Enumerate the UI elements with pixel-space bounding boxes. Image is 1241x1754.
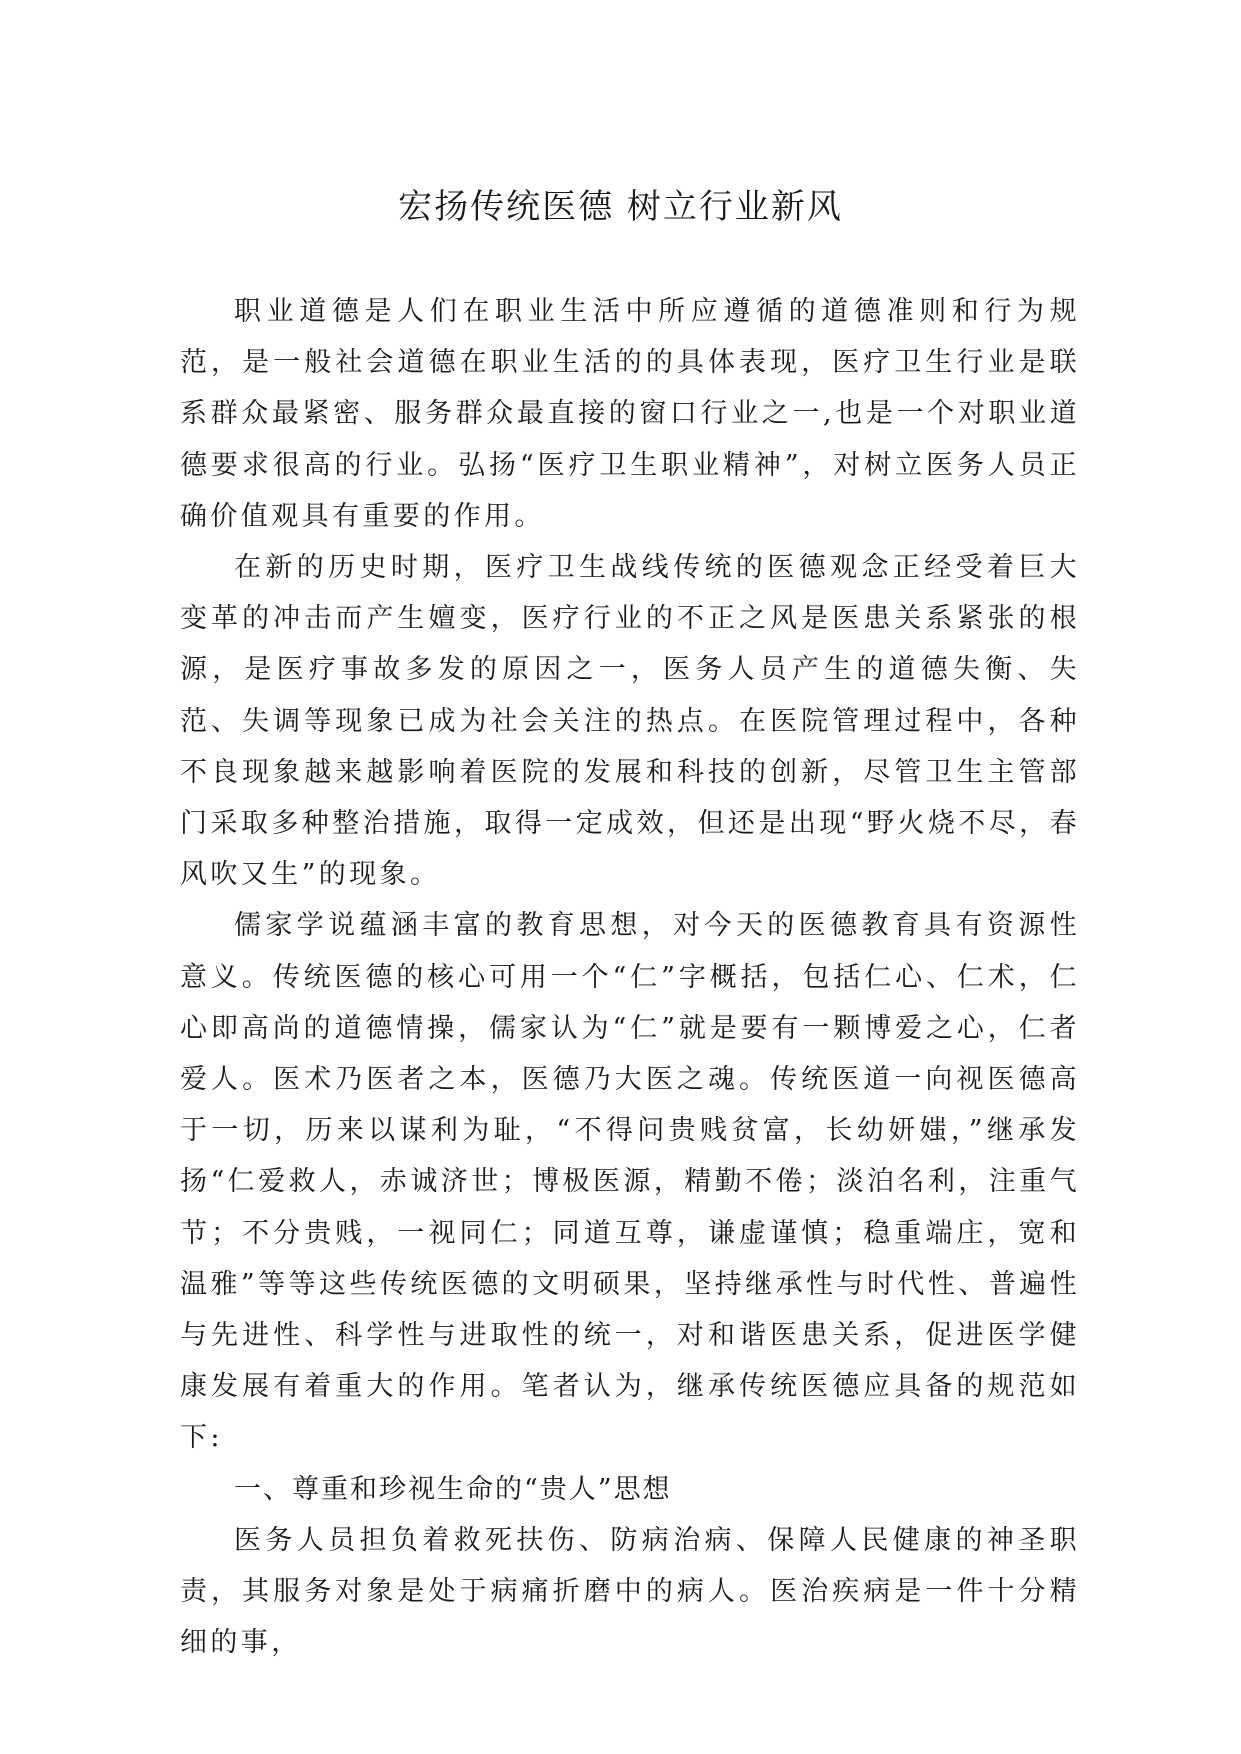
paragraph-new-era: 在新的历史时期，医疗卫生战线传统的医德观念正经受着巨大变革的冲击而产生嬗变，医疗行业的不正之风是医患关系紧张的根源，是医疗事故多发的原因之一，医务人员产生的道德失衡、失范、失调等现象已成为社会关注的热点。在医院管理过程中，各种不良现象越来越影响着医院的发展和科技的创新，尽管卫生主管部门采取多种整治措施，取得一定成效，但还是出现“野火烧不尽，春风吹又生”的现象。	[180, 552, 1080, 891]
section-heading-respect-life: 一、尊重和珍视生命的“贵人”思想	[234, 1473, 672, 1505]
paragraph-medical-duty: 医务人员担负着救死扶伤、防病治病、保障人民健康的神圣职责，其服务对象是处于病痛折磨中的病人。医治疾病是一件十分精细的事，	[180, 1524, 1080, 1659]
paragraph-confucian-thought: 儒家学说蕴涵丰富的教育思想，对今天的医德教育具有资源性意义。传统医德的核心可用一个“仁”字概括，包括仁心、仁术，仁心即高尚的道德情操，儒家认为“仁”就是要有一颗博爱之心，仁者爱人。医术乃医者之本，医德乃大医之魂。传统医道一向视医德高于一切，历来以谋利为耻，“不得问贵贱贫富，长幼妍媸，”继承发扬“仁爱救人，赤诚济世；博极医源，精勤不倦；淡泊名利，注重气节；不分贵贱，一视同仁；同道互尊，谦虚谨慎；稳重端庄，宽和温雅”等等这些传统医德的文明硕果，坚持继承性与时代性、普遍性与先进性、科学性与进取性的统一，对和谐医患关系，促进医学健康发展有着重大的作用。笔者认为，继承传统医德应具备的规范如下:	[180, 910, 1080, 1454]
document-body	[180, 286, 1080, 1668]
paragraph-professional-ethics: 职业道德是人们在职业生活中所应遵循的道德准则和行为规范，是一般社会道德在职业生活的的具体表现，医疗卫生行业是联系群众最紧密、服务群众最直接的窗口行业之一,也是一个对职业道德要求很高的行业。弘扬“医疗卫生职业精神”，对树立医务人员正确价值观具有重要的作用。	[180, 296, 1080, 532]
document-title: 宏扬传统医德 树立行业新风	[398, 187, 843, 227]
